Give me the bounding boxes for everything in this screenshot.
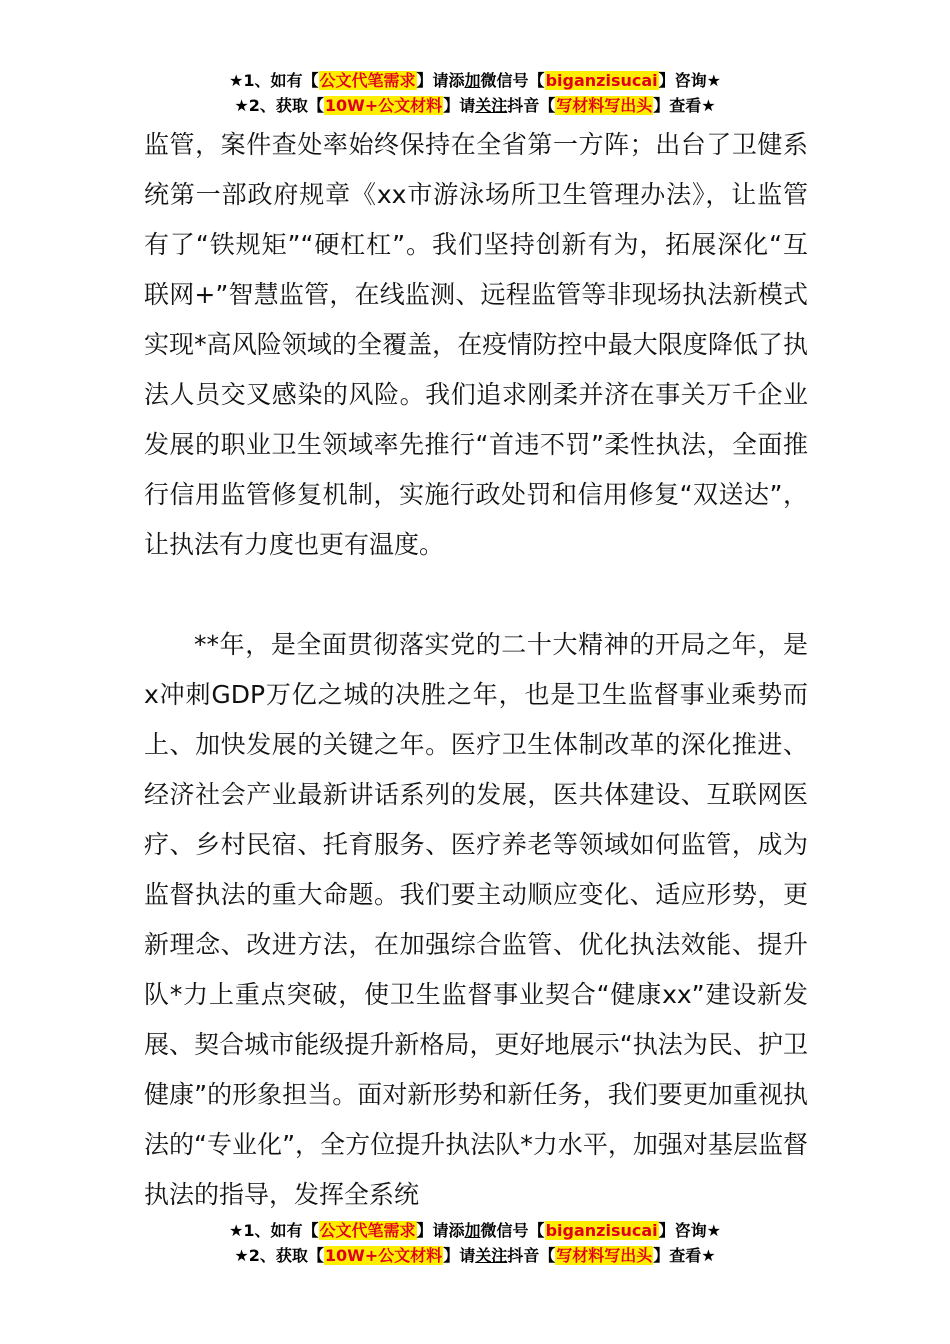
- banner-highlight: biganzisucai: [545, 71, 658, 90]
- banner-line-1: ★1、如有【公文代笔需求】请添加微信号【biganzisucai】咨询★: [229, 71, 721, 90]
- banner-line-2: ★2、获取【10W+公文材料】请关注抖音【写材料写出头】查看★: [234, 1246, 716, 1265]
- banner-highlight: 写材料写出头: [556, 1246, 653, 1265]
- banner-line-2: ★2、获取【10W+公文材料】请关注抖音【写材料写出头】查看★: [234, 96, 716, 115]
- body-paragraph-1: 监管，案件查处率始终保持在全省第一方阵；出台了卫健系统第一部政府规章《xx市游泳场所卫生管理办法》，让监管有了“铁规矩”“硬杠杠”。我们坚持创新有为，拓展深化“互联网+”智慧监管，在线监测、远程监管等非现场执法新模式实现*高风险领域的全覆盖，在疫情防控中最大限度降低了执法人员交叉感染的风险。我们追求刚柔并济在事关万千企业发展的职业卫生领域率先推行“首违不罚”柔性执法，全面推行信用监管修复机制，实施行政处罚和信用修复“双送达”，让执法有力度也更有温度。: [144, 130, 808, 559]
- body-paragraph-2: **年，是全面贯彻落实党的二十大精神的开局之年，是x冲刺GDP万亿之城的决胜之年，也是卫生监督事业乘势而上、加快发展的关键之年。医疗卫生体制改革的深化推进、经济社会产业最新讲话系列的发展，医共体建设、互联网医疗、乡村民宿、托育服务、医疗养老等领域如何监管，成为监督执法的重大命题。我们要主动顺应变化、适应形势，更新理念、改进方法，在加强综合监管、优化执法效能、提升队*力上重点突破，使卫生监督事业契合“健康xx”建设新发展、契合城市能级提升新格局，更好地展示“执法为民、护卫健康”的形象担当。面对新形势和新任务，我们要更加重视执法的“专业化”，全方位提升执法队*力水平，加强对基层监督执法的指导，发挥全系统: [144, 630, 808, 1209]
- banner-highlight: 公文代笔需求: [319, 71, 416, 90]
- document-body: [144, 120, 808, 1220]
- banner-line-1: ★1、如有【公文代笔需求】请添加微信号【biganzisucai】咨询★: [229, 1221, 721, 1240]
- footer-banner: [0, 1218, 950, 1268]
- banner-highlight: 10W+公文材料: [324, 96, 443, 115]
- banner-highlight: biganzisucai: [545, 1221, 658, 1240]
- header-banner: [0, 68, 950, 118]
- banner-highlight: 公文代笔需求: [319, 1221, 416, 1240]
- banner-highlight: 写材料写出头: [556, 96, 653, 115]
- banner-highlight: 10W+公文材料: [324, 1246, 443, 1265]
